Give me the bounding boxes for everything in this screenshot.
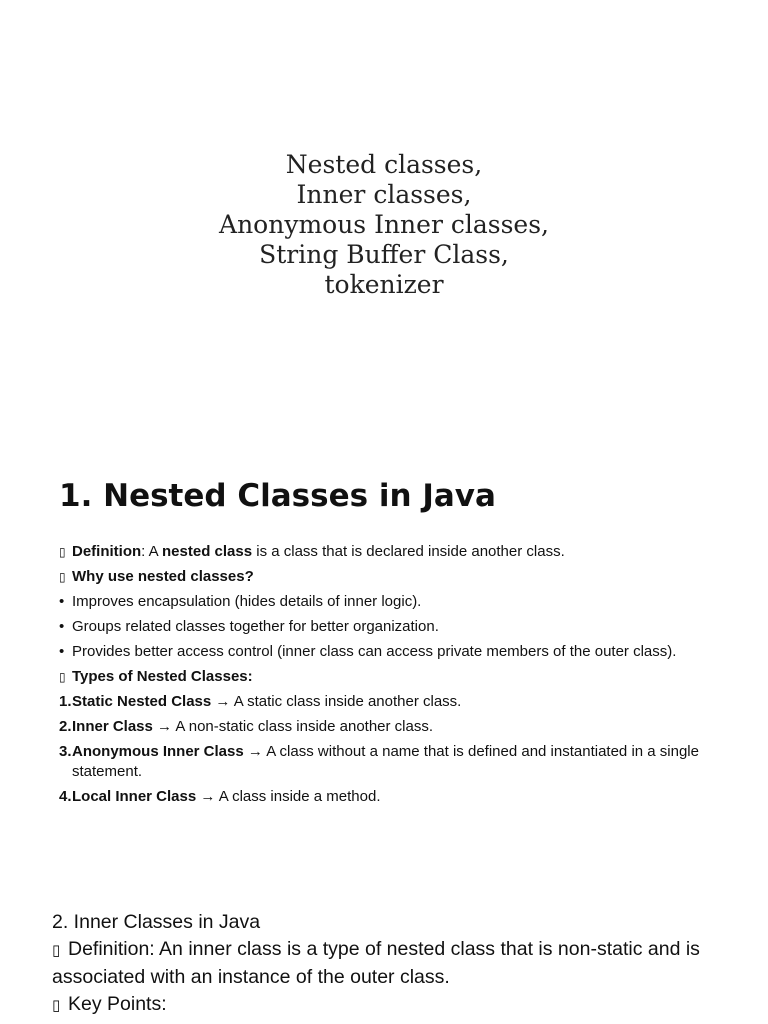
list-item — [59, 787, 739, 807]
key-points-heading: Key Points: — [68, 993, 167, 1015]
item-number: 3. — [59, 743, 72, 760]
placeholder-glyph-icon: ▯ — [59, 670, 66, 684]
list-item — [59, 642, 739, 662]
title-line: Inner classes, — [296, 180, 472, 209]
list-item — [59, 592, 739, 612]
why-bullet-list — [59, 592, 739, 662]
definition-paragraph — [52, 936, 732, 991]
section-inner-classes — [52, 909, 732, 1019]
list-item — [59, 717, 739, 737]
section-body — [59, 542, 739, 807]
type-name: Inner Class — [72, 718, 153, 735]
definition-text: Definition: An inner class is a type of nested class that is non-static and is associated with an instance of the outer class. — [52, 938, 700, 988]
why-heading: Why use nested classes? — [72, 568, 254, 585]
types-heading-row — [59, 667, 739, 687]
definition-term: nested class — [162, 543, 253, 560]
item-number: 1. — [59, 693, 72, 710]
bullet-text: Provides better access control (inner class can access private members of the outer class). — [72, 643, 677, 660]
bullet-text: Groups related classes together for better organization. — [72, 618, 439, 635]
list-item — [59, 617, 739, 637]
definition-text: is a class that is declared inside another class. — [252, 543, 565, 560]
list-item — [59, 692, 739, 712]
type-name: Static Nested Class — [72, 693, 212, 710]
bullet-icon: • — [59, 618, 65, 635]
title-line: Nested classes, — [285, 150, 483, 179]
bullet-icon: • — [59, 593, 65, 610]
placeholder-glyph-icon: ▯ — [59, 545, 66, 559]
definition-paragraph — [59, 542, 739, 562]
placeholder-glyph-icon: ▯ — [52, 941, 61, 959]
why-heading-row — [59, 567, 739, 587]
type-name: Local Inner Class — [72, 788, 197, 805]
title-block — [0, 150, 768, 300]
definition-label: Definition — [72, 543, 142, 560]
type-description: → A non-static class inside another class. — [152, 718, 434, 735]
type-description: → A static class inside another class. — [211, 693, 462, 710]
placeholder-glyph-icon: ▯ — [59, 570, 66, 584]
title-line: Anonymous Inner classes, — [219, 210, 549, 239]
item-number: 2. — [59, 718, 72, 735]
section-nested-classes — [59, 476, 739, 807]
types-list — [59, 692, 739, 807]
title-line: String Buffer Class, — [259, 240, 509, 269]
type-description: → A class inside a method. — [196, 788, 381, 805]
list-item — [59, 742, 739, 782]
placeholder-glyph-icon: ▯ — [52, 996, 61, 1014]
type-description: → A class without a name that is defined and instantiated in a single statement. — [72, 743, 699, 780]
title-line: tokenizer — [324, 270, 444, 299]
types-heading: Types of Nested Classes: — [72, 668, 253, 685]
definition-text: : A — [141, 543, 163, 560]
type-name: Anonymous Inner Class — [72, 743, 244, 760]
section-heading: 2. Inner Classes in Java — [52, 911, 261, 933]
key-points-row — [52, 991, 732, 1019]
bullet-icon: • — [59, 643, 65, 660]
item-number: 4. — [59, 788, 72, 805]
section-heading: 1. Nested Classes in Java — [59, 478, 496, 514]
bullet-text: Improves encapsulation (hides details of inner logic). — [72, 593, 422, 610]
